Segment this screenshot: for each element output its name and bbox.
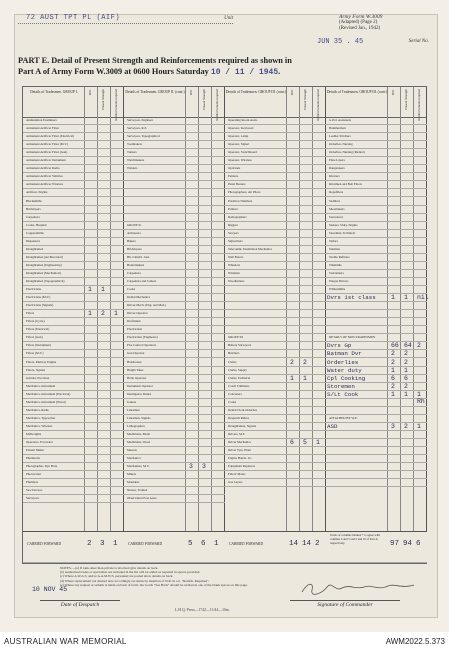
column-header-reinf: Reinforcements required bbox=[316, 89, 320, 121]
trade-name: Signwriters bbox=[228, 238, 243, 243]
carried-forward-reinf: 6 bbox=[416, 540, 421, 548]
trade-name: Intelligence Duties bbox=[127, 391, 152, 396]
count-we: 1 bbox=[88, 286, 92, 294]
trade-name bbox=[327, 439, 387, 446]
trade-name: Carpenters and Joiners bbox=[127, 279, 157, 283]
column-header-we: W.E. bbox=[290, 89, 294, 96]
trade-name: Gun Operator bbox=[127, 351, 145, 356]
carried-forward-present: 6 bbox=[201, 540, 206, 548]
trade-name bbox=[327, 471, 387, 478]
note-a: NOTES.—(a) If rank other than private is involved give details on back. bbox=[60, 566, 159, 570]
trade-name: Electricians bbox=[26, 287, 42, 292]
trade-name: Fitters (Cycle) bbox=[26, 319, 45, 324]
note-d: (d) Where replacement not desired note accordingly on return by insertion of N.R. in col. "Reinfts. Required". bbox=[60, 578, 210, 583]
trade-name: Leather Stitchers bbox=[329, 134, 351, 139]
carried-forward-label: CARRIED FORWARD bbox=[27, 542, 62, 546]
trade-name: Carpenters bbox=[127, 270, 141, 275]
trade-name: Surveyors, R.E. bbox=[127, 126, 148, 131]
trade-name: Mechanics, Instrument (Naval) bbox=[26, 399, 66, 404]
form-number bbox=[339, 14, 429, 32]
trade-name: Fire Control Operators bbox=[127, 343, 157, 348]
trade-name: Electricians (Engineers) bbox=[127, 335, 158, 340]
count-present: 2 bbox=[101, 310, 105, 318]
trade-name bbox=[327, 431, 387, 438]
trade-name: Electricians (M.V.) bbox=[26, 295, 51, 300]
typed-entry: ASD bbox=[327, 422, 338, 430]
trade-name: Mechanics, Radio bbox=[26, 407, 50, 412]
trade-name: Surveyors bbox=[26, 496, 39, 501]
title-date: 10 / 11 / 1945 bbox=[210, 68, 279, 77]
carried-forward-label: CARRIED FORWARD bbox=[229, 542, 264, 546]
trade-name: Tailors bbox=[329, 238, 338, 243]
typed-entry: Dvrs Gp bbox=[327, 342, 352, 350]
trade-name: Saw Doctors bbox=[26, 488, 43, 493]
trade-name: Photowriter bbox=[26, 472, 42, 477]
note-e: (e) Where any request or remark is made on back of form, the words "See Back" should be written in one of the blank spaces on this page. bbox=[60, 582, 248, 587]
trade-name: Pharmacist bbox=[26, 456, 41, 461]
trade-name: Telemen bbox=[329, 246, 340, 251]
trade-name: Masons bbox=[127, 448, 137, 453]
trade-name: Driver-Operator bbox=[127, 311, 148, 316]
note-b: (b) Authorised trades or specialists not included in the list will be added as required in spaces provided. bbox=[60, 570, 201, 575]
trade-name bbox=[125, 189, 185, 196]
trade-name: Riggers bbox=[228, 222, 238, 227]
count-present: 2 bbox=[404, 422, 408, 430]
trade-name bbox=[327, 463, 387, 470]
count-we: 2 bbox=[391, 350, 395, 358]
trade-name: Boilermakers bbox=[127, 262, 145, 267]
column-header-group: Details of Tradesmen. GROUP III. (cont.) bbox=[225, 90, 287, 94]
note-c: (c) Where A.W.A.S. and/or A.A.M.W.S. personnel are posted show details on back. bbox=[60, 574, 174, 579]
trade-name: Linesman bbox=[127, 407, 140, 412]
column-header-group: Details of Tradesmen. GROUP II. (cont.) bbox=[125, 90, 185, 94]
carried-forward-reinf: 1 bbox=[214, 540, 219, 548]
carried-forward-we: 5 bbox=[188, 540, 193, 548]
count-present: 6 bbox=[404, 374, 408, 382]
trade-name: Toolmakers bbox=[127, 142, 143, 147]
trade-name: Miners bbox=[127, 472, 137, 477]
trade-name: Armament Artificer Fitter (Gun) bbox=[26, 150, 68, 155]
count-present: 5 bbox=[303, 439, 307, 446]
trade-name: Predictor Numbers bbox=[228, 198, 253, 203]
trade-name: Butchers bbox=[228, 351, 240, 356]
trade-name: Draughtsmen bbox=[26, 246, 44, 251]
trade-name: Armourers bbox=[127, 230, 141, 235]
stamped-date: JUN 35 . 45 bbox=[317, 38, 364, 46]
trade-name bbox=[226, 326, 286, 333]
despatch-label: Date of Despatch bbox=[40, 600, 120, 608]
trade-name: Photographer, Dye Plate bbox=[26, 464, 58, 469]
serial-line bbox=[317, 38, 429, 46]
count-we: 2 bbox=[290, 358, 294, 366]
trade-name: Painters bbox=[228, 174, 239, 179]
trade-name: Driver-Mech. (Eng. and Med.) bbox=[127, 303, 167, 308]
trade-name bbox=[226, 286, 286, 293]
count-reinf: 1 bbox=[316, 439, 320, 446]
trade-name: Blacksmiths bbox=[26, 198, 42, 203]
carried-forward-present: 94 bbox=[403, 540, 413, 548]
count-we: 2 bbox=[391, 358, 395, 366]
count-reinf: nil bbox=[417, 294, 429, 302]
trade-name: Driver Tpts. Plant bbox=[228, 448, 251, 453]
trade-name: Riveters bbox=[329, 174, 340, 179]
trade-name: Fitters bbox=[26, 311, 35, 316]
trade-name bbox=[226, 310, 286, 317]
trade-name: Saddlers bbox=[329, 198, 340, 203]
trade-name: Operators, Excavator bbox=[26, 440, 54, 444]
trade-name: Armament Artificer Radio bbox=[26, 166, 60, 171]
trade-name: Fitters, Signals bbox=[26, 367, 46, 372]
trade-name: Fitters (Electrical) bbox=[26, 327, 50, 332]
carried-forward-we: 97 bbox=[390, 540, 400, 548]
trade-name: Wiremen bbox=[228, 270, 240, 275]
trade-name: Millwrights bbox=[26, 431, 42, 436]
count-we: 3 bbox=[189, 463, 193, 471]
count-we: 6 bbox=[290, 439, 294, 446]
trade-name: Operator, Switchboard bbox=[228, 150, 257, 155]
count-we: 66 bbox=[391, 342, 399, 350]
trade-name: Fitters, Railway Engine bbox=[26, 359, 57, 364]
count-present: 1 bbox=[101, 286, 105, 294]
despatch-date: 10 NOV 45 bbox=[32, 586, 68, 593]
trade-name bbox=[327, 302, 387, 309]
trade-name bbox=[327, 326, 387, 333]
trade-name: Cooks, Hospital bbox=[26, 222, 47, 227]
count-present: 2 bbox=[404, 382, 408, 390]
carried-forward-reinf: 1 bbox=[113, 540, 118, 548]
trade-name: Operating Room Assts. bbox=[228, 118, 258, 122]
trade-name: Carpenters bbox=[26, 214, 40, 219]
column-header-present: Present Strength bbox=[404, 89, 408, 110]
trade-name: ATTACHED BY W.E. bbox=[329, 415, 358, 420]
trade-name bbox=[327, 455, 387, 462]
trade-name: Plumbers bbox=[26, 480, 39, 485]
count-reinf: 1 Rh bbox=[417, 390, 425, 405]
trade-name: Fitters (Instrument) bbox=[26, 343, 51, 348]
form-number-line1: Army Form W.3009 bbox=[339, 14, 383, 20]
trade-name: Lithographers bbox=[127, 423, 145, 428]
column-header-we: W.E. bbox=[391, 89, 395, 96]
column-header-present: Present Strength bbox=[101, 89, 105, 110]
strength-table bbox=[22, 86, 427, 564]
trade-name: Coach Trimmers bbox=[228, 383, 250, 388]
typed-entry: Cpl Cooking bbox=[327, 374, 366, 382]
trade-name: Operator, Keyboard bbox=[228, 126, 254, 131]
title-line1: PART E. Detail of Present Strength and Reinforcements required as shown in bbox=[18, 56, 292, 65]
count-present: 1 bbox=[303, 374, 307, 382]
trade-name: Bricklayers bbox=[26, 206, 41, 211]
trade-name: Despatch Riders bbox=[228, 415, 249, 420]
count-present: 3 bbox=[202, 463, 206, 471]
trade-name: Instrument Operator bbox=[127, 383, 153, 388]
trade-name bbox=[327, 447, 387, 454]
trade-name: Ropefitters bbox=[329, 190, 344, 195]
trade-name bbox=[327, 318, 387, 325]
trade-name: Panel Beaters bbox=[228, 182, 246, 187]
trade-name: Dispensers bbox=[26, 238, 40, 243]
printer-line: L.H.Q. Press—1742—11/44—10m. bbox=[175, 608, 230, 612]
archive-id: AWM2022.5.373 bbox=[385, 637, 445, 646]
count-we: 1 bbox=[391, 390, 395, 398]
trade-name: Surveyors, Topographical bbox=[127, 134, 160, 139]
form-number-line3: (Revised Jan., 1942) bbox=[339, 26, 381, 31]
trade-name: Drivers, M.T. bbox=[228, 431, 246, 436]
title-line2 bbox=[18, 66, 432, 78]
trade-name: Fitters' Mates bbox=[228, 472, 246, 477]
count-present: 2 bbox=[404, 358, 408, 366]
trade-name: Equipment Repairers bbox=[228, 464, 255, 469]
trade-name: Watchmakers bbox=[127, 158, 145, 163]
trade-name: Armament Artificer Wireless bbox=[26, 182, 63, 187]
trade-name: Fitters (Gun) bbox=[26, 335, 43, 340]
archive-name: AUSTRALIAN WAR MEMORIAL bbox=[4, 637, 127, 646]
trade-name: GROUP III. bbox=[228, 335, 244, 340]
trade-name: Battery Surveyors bbox=[228, 343, 252, 348]
trade-name: Well Borers bbox=[228, 254, 244, 259]
trade-name: Operator, Signal bbox=[228, 142, 249, 147]
trade-name: Driver Mechanics bbox=[228, 440, 251, 444]
column-header-we: W.E. bbox=[189, 89, 193, 96]
carried-forward-present: 14 bbox=[302, 540, 312, 548]
trade-name: Photographers, Air Photo bbox=[228, 190, 261, 195]
count-we: 2 bbox=[391, 382, 395, 390]
trade-name: Sawyers bbox=[228, 230, 239, 235]
trade-name: Electricians (Signals) bbox=[26, 303, 54, 308]
trade-name: Textile Refitters bbox=[329, 254, 350, 259]
trade-name: Joiners bbox=[127, 399, 137, 404]
trade-name: Concreters bbox=[228, 391, 242, 396]
trade-name: Clerks, Supply bbox=[228, 367, 247, 372]
trade-name: Shoemakers bbox=[329, 206, 345, 211]
carried-forward-label: CARRIED FORWARD bbox=[128, 542, 163, 546]
typed-entry: Batman Dvr bbox=[327, 350, 362, 358]
column-header-reinf: Reinforcements required bbox=[215, 89, 219, 121]
trade-name: Draughtsmen (Architectural) bbox=[26, 254, 63, 259]
trade-name: Armament Artificer Fitter bbox=[26, 126, 59, 131]
trade-name bbox=[125, 214, 185, 221]
count-present: 1 bbox=[404, 366, 408, 374]
trade-name bbox=[327, 399, 387, 406]
trade-name bbox=[226, 302, 286, 309]
trade-name: Draughtsmen, Signals bbox=[228, 423, 257, 428]
trade-name: Dental Clerk Orderlies bbox=[228, 407, 258, 412]
column-header-we: W.E. bbox=[88, 89, 92, 96]
trade-name: Gas Layers bbox=[228, 480, 243, 485]
column-header-group: Details of Tradesmen. GROUP III. (cont.) bbox=[326, 90, 388, 94]
column-header-reinf: Reinforcements required bbox=[417, 89, 421, 121]
typed-entry: Water duty bbox=[327, 366, 362, 374]
trade-name: Opticians bbox=[228, 166, 241, 171]
trade-name: Storemen, Technical bbox=[329, 230, 356, 235]
trade-name bbox=[226, 318, 286, 325]
trade-name: Cooks bbox=[127, 287, 136, 292]
trade-name: Armament Artificer Fitter (M.V.) bbox=[26, 142, 69, 147]
trade-name: Dental Mechanics bbox=[127, 295, 151, 300]
trade-name: Cooks bbox=[228, 399, 237, 404]
unit-line bbox=[18, 14, 233, 24]
trade-name: Observation Post Assts. bbox=[127, 496, 158, 501]
trade-name: Printers bbox=[228, 206, 238, 211]
trade-name: Armament Artificer Vehicles bbox=[26, 174, 63, 179]
trade-name: Draughtsmen (Engineering) bbox=[26, 262, 62, 267]
column-header-present: Present Strength bbox=[202, 89, 206, 110]
trade-name bbox=[226, 294, 286, 301]
count-we: 1 bbox=[391, 366, 395, 374]
trade-name: Rivetmen and Bolt Fitters bbox=[329, 182, 363, 187]
form-number-line2: (Adapted) (Page 2) bbox=[339, 20, 378, 25]
trade-name: Electricians bbox=[127, 327, 143, 332]
unit-value: 72 AUST TPT PL (AIF) bbox=[26, 14, 121, 22]
trade-name: Mechanics, Instrument (Electrical) bbox=[26, 391, 71, 396]
trade-name: Draftsmen bbox=[127, 319, 141, 324]
count-we: 3 bbox=[391, 422, 395, 430]
count-present: 2 bbox=[303, 358, 307, 366]
trade-name: Blr. Cmnd's. Asst. bbox=[127, 254, 150, 259]
trade-name: Nurses, Trained bbox=[127, 488, 148, 493]
typed-entry: Storemen bbox=[327, 382, 355, 390]
trade-name: Artificer, Engine bbox=[26, 190, 48, 195]
unit-label: Unit bbox=[224, 16, 233, 21]
trade-name: Moulders bbox=[127, 480, 140, 485]
trade-name: Orderlies, Nursing (Mental) bbox=[329, 150, 365, 155]
serial-label: Serial No. bbox=[408, 39, 429, 44]
trade-name: Stevedores bbox=[329, 214, 343, 219]
count-reinf: 2 bbox=[417, 342, 421, 350]
trade-name: Operator, Lamp bbox=[228, 134, 249, 139]
trade-name: Linesman, Signals bbox=[127, 415, 151, 420]
trade-name: Plate Layers bbox=[329, 158, 345, 163]
trade-name: Mechanics, Instrument bbox=[26, 383, 56, 388]
count-present: 2 bbox=[404, 350, 408, 358]
trade-name: Orderlies, Nursing bbox=[329, 142, 353, 147]
commander-signature bbox=[298, 580, 418, 596]
trade-name: Machinists, Wood bbox=[127, 440, 151, 444]
column-header-present: Present Strength bbox=[303, 89, 307, 110]
part-e-title bbox=[18, 55, 432, 78]
trade-name: Mechanics, Wireless bbox=[26, 423, 53, 428]
trade-name: Bakers bbox=[127, 238, 136, 243]
count-present: 64 bbox=[404, 342, 412, 350]
typed-entry: Orderlies bbox=[327, 358, 359, 366]
trade-name: Woodturners bbox=[228, 279, 245, 283]
trade-name: Stokers, Sldry. Engine bbox=[329, 222, 358, 227]
trade-name: Pattern Maker bbox=[26, 448, 45, 453]
trade-name: Turners bbox=[127, 150, 137, 155]
count-we: 1 bbox=[391, 294, 395, 302]
count-we: 6 bbox=[391, 374, 395, 382]
trade-name: Draughtsmen (Mechanical) bbox=[26, 270, 61, 275]
carried-forward-reinf: 2 bbox=[315, 540, 320, 548]
trade-name: Coppersmiths bbox=[26, 230, 44, 235]
trade-name: Clerks, Technical bbox=[228, 375, 251, 380]
trade-name: Draughtsmen (Topographical) bbox=[26, 279, 65, 283]
trade-name: Bricklayers bbox=[127, 246, 142, 251]
title-line2-text: Part A of Army Form W.3009 at 0600 Hours Saturday bbox=[18, 67, 209, 76]
trade-name: Welders bbox=[127, 166, 138, 171]
trade-name: Mechanics bbox=[127, 456, 141, 461]
archive-footer bbox=[0, 632, 449, 653]
trade-name: Fitters (M.V.) bbox=[26, 351, 44, 356]
trade-name: GROUP II. bbox=[127, 222, 142, 227]
carried-forward-present: 3 bbox=[100, 540, 105, 548]
trade-name: Mechanists, M.V. bbox=[127, 464, 150, 469]
trade-name: Radiographers bbox=[228, 214, 247, 219]
trade-name: DETAILS OF NON-TRADESMEN bbox=[329, 335, 376, 340]
count-reinf: 1 bbox=[114, 310, 118, 318]
totals-note: Totals of columns marked * to agree with columns 4 and 5 and 2 and 10 of Part A, respectively. bbox=[330, 533, 380, 545]
trade-name bbox=[125, 181, 185, 188]
count-reinf: 1 bbox=[417, 422, 421, 430]
typed-entry: Dvrs 1st class bbox=[327, 294, 376, 302]
trade-name: Height Taker bbox=[127, 367, 144, 372]
title-period: . bbox=[278, 67, 281, 76]
carried-forward-we: 14 bbox=[289, 540, 299, 548]
column-header-group: Details of Tradesmen. GROUP I. bbox=[30, 90, 78, 94]
trade-name bbox=[327, 310, 387, 317]
trade-name: Clerks bbox=[228, 359, 237, 364]
carried-forward-we: 2 bbox=[87, 540, 92, 548]
trade-name: Ammunition Examiners bbox=[26, 118, 57, 122]
trade-name: Armament Artificer Instrument bbox=[26, 158, 66, 163]
trade-name: Hammermen bbox=[329, 126, 346, 131]
column-header-reinf: Reinforcements required bbox=[114, 89, 118, 121]
trade-name bbox=[125, 198, 185, 205]
trade-name: Mechanics, Typewriter bbox=[26, 415, 56, 420]
trade-name: G.P.O. Assistants bbox=[329, 118, 351, 122]
trade-name: Telecomm. Installation Mechanics bbox=[228, 246, 272, 251]
trade-name bbox=[125, 206, 185, 213]
count-present: 1 bbox=[404, 390, 408, 398]
trade-name: Hairdresser bbox=[127, 359, 142, 364]
count-we: 1 bbox=[290, 374, 294, 382]
trade-name: Surveyors, Engineer bbox=[127, 118, 154, 122]
trade-name: Tinsmiths bbox=[329, 262, 342, 267]
trade-name: Vulcanisers bbox=[329, 270, 344, 275]
count-we: 1 bbox=[88, 310, 92, 318]
trade-name bbox=[125, 173, 185, 180]
trade-name: Armament Artificer Fitter (Electrical) bbox=[26, 134, 75, 139]
trade-name bbox=[327, 479, 387, 486]
trade-name: Grinder, Precision bbox=[26, 375, 50, 380]
count-present: 1 bbox=[404, 294, 408, 302]
trade-name: Wagon Drivers bbox=[329, 279, 349, 283]
trade-name: Operator, Wireless bbox=[228, 158, 252, 163]
typed-entry: S/Lt Cook bbox=[327, 390, 359, 398]
trade-name: Whitesmiths bbox=[329, 287, 346, 292]
trade-name bbox=[327, 407, 387, 414]
trade-name: Machinists, Metal bbox=[127, 431, 151, 436]
trade-name: Engine Hands, I.C. bbox=[228, 456, 253, 461]
trade-name: Wheelers bbox=[228, 262, 241, 267]
trade-name: Hollo Operator bbox=[127, 375, 147, 380]
signature-label: Signature of Commander bbox=[290, 600, 400, 608]
trade-name: Rangetakers bbox=[329, 166, 345, 171]
